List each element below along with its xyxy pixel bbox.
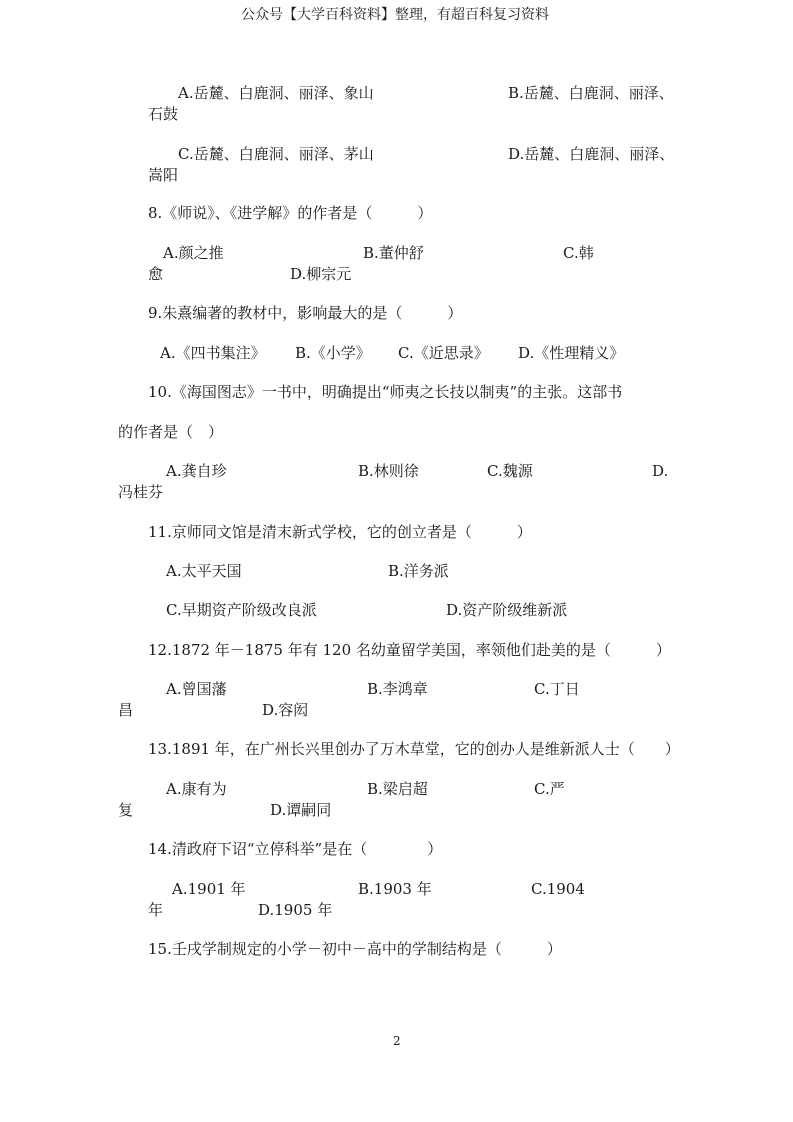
q13-option-c: C.严 (534, 780, 565, 798)
q12-option-b: B.李鸿章 (367, 680, 428, 698)
q9-option-c: C.《近思录》 (398, 344, 489, 362)
q9-stem: 9.朱熹编著的教材中，影响最大的是（ ） (148, 304, 463, 322)
q12-option-a: A.曾国藩 (166, 680, 227, 698)
q10-stem-line-1: 10.《海国图志》一书中，明确提出“师夷之长技以制夷”的主张。这部书 (148, 383, 623, 401)
q7-option-b-continued: 石鼓 (148, 105, 179, 123)
q12-stem: 12.1872 年－1875 年有 120 名幼童留学美国，率领他们赴美的是（ ） (148, 641, 671, 659)
q14-option-a: A.1901 年 (172, 880, 246, 898)
q13-option-d: D.谭嗣同 (270, 801, 332, 819)
q7-option-b: B.岳麓、白鹿洞、丽泽、 (508, 84, 674, 102)
q13-option-a: A.康有为 (166, 780, 227, 798)
q10-option-d-continued: 冯桂芬 (118, 483, 164, 501)
q8-option-a: A.颜之推 (163, 244, 224, 262)
q11-option-c: C.早期资产阶级改良派 (166, 601, 317, 619)
page-number: 2 (393, 1034, 401, 1048)
q13-option-c-continued: 复 (118, 801, 134, 819)
q13-stem: 13.1891 年，在广州长兴里创办了万木草堂，它的创办人是维新派人士（ ） (148, 740, 680, 758)
q9-option-b: B.《小学》 (295, 344, 371, 362)
q10-option-c: C.魏源 (487, 462, 533, 480)
q12-option-d: D.容闳 (262, 701, 309, 719)
q12-option-c-continued: 昌 (118, 701, 134, 719)
q11-stem: 11.京师同文馆是清末新式学校，它的创立者是（ ） (148, 523, 532, 541)
q13-option-b: B.梁启超 (367, 780, 428, 798)
q12-option-c: C.丁日 (534, 680, 580, 698)
q14-option-b: B.1903 年 (358, 880, 432, 898)
q14-option-c: C.1904 (531, 880, 585, 898)
q15-stem: 15.壬戌学制规定的小学－初中－高中的学制结构是（ ） (148, 940, 562, 958)
q8-option-c-continued: 愈 (148, 265, 164, 283)
q14-option-d: D.1905 年 (258, 901, 333, 919)
q14-stem: 14.清政府下诏“立停科举”是在（ ） (148, 840, 443, 858)
q8-stem: 8.《师说》、《进学解》的作者是（ ） (148, 204, 433, 222)
q11-option-a: A.太平天国 (166, 562, 242, 580)
q7-option-d: D.岳麓、白鹿洞、丽泽、 (508, 145, 675, 163)
q7-option-a: A.岳麓、白鹿洞、丽泽、象山 (178, 84, 374, 102)
q9-option-d: D.《性理精义》 (518, 344, 625, 362)
q10-stem-line-2: 的作者是（ ） (118, 423, 224, 441)
q10-option-d: D. (652, 462, 669, 480)
q9-option-a: A.《四书集注》 (160, 344, 266, 362)
q8-option-b: B.董仲舒 (363, 244, 424, 262)
q8-option-d: D.柳宗元 (290, 265, 352, 283)
q7-option-d-continued: 嵩阳 (148, 166, 179, 184)
q11-option-d: D.资产阶级维新派 (446, 601, 568, 619)
q10-option-a: A.龚自珍 (166, 462, 227, 480)
q7-option-c: C.岳麓、白鹿洞、丽泽、茅山 (178, 145, 374, 163)
q14-option-c-continued: 年 (148, 901, 164, 919)
q8-option-c: C.韩 (563, 244, 594, 262)
page-header: 公众号【大学百科资料】整理，有超百科复习资料 (241, 7, 549, 23)
q10-option-b: B.林则徐 (358, 462, 419, 480)
q11-option-b: B.洋务派 (388, 562, 449, 580)
